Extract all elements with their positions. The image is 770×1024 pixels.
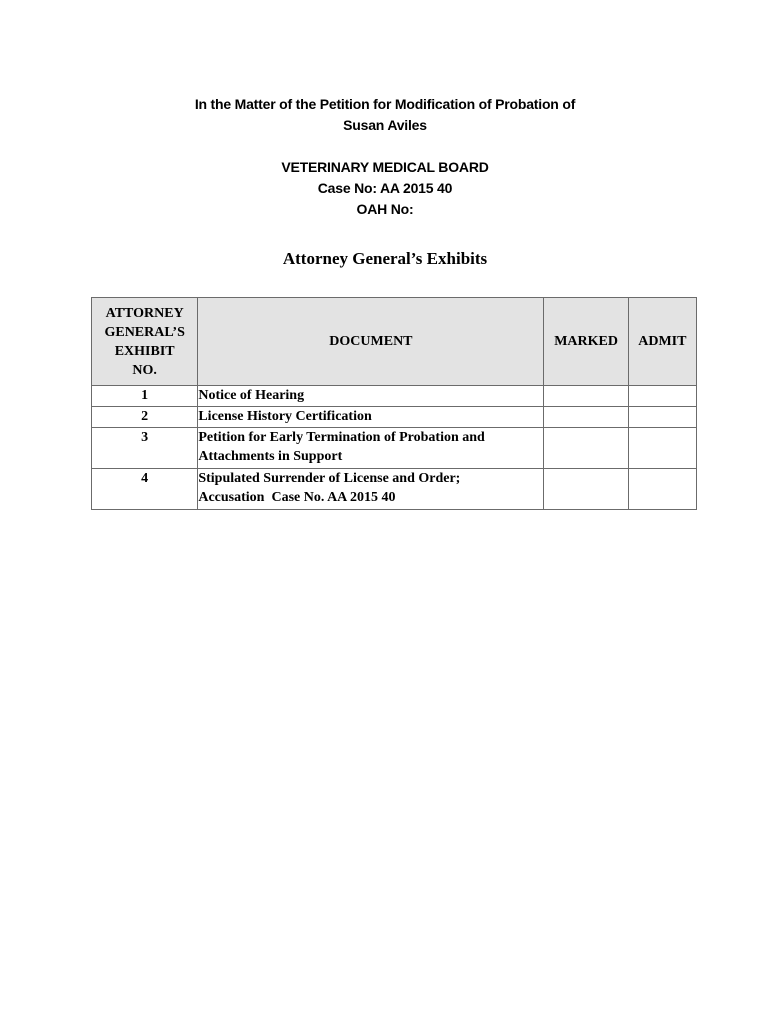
- column-header-line: GENERAL’S: [104, 324, 185, 340]
- case-caption: [0, 94, 770, 220]
- exhibit-number: 2: [92, 407, 198, 428]
- spacer: [0, 136, 770, 157]
- document-cell: [198, 386, 544, 407]
- document-cell: [198, 428, 544, 469]
- oah-number: OAH No:: [356, 201, 414, 217]
- marked-cell: [544, 469, 628, 510]
- document-line: Attachments in Support: [198, 449, 343, 464]
- column-header-line: NO.: [132, 362, 157, 378]
- document-line: License History Certification: [198, 409, 372, 424]
- respondent-name: Susan Aviles: [343, 117, 427, 133]
- matter-line: In the Matter of the Petition for Modification of Probation of: [194, 96, 576, 112]
- marked-cell: [544, 407, 628, 428]
- document-line: Accusation Case No. AA 2015 40: [198, 490, 396, 505]
- exhibits-title: Attorney General’s Exhibits: [282, 249, 488, 268]
- case-number: Case No: AA 2015 40: [317, 180, 453, 196]
- column-header-line: EXHIBIT: [114, 343, 175, 359]
- document-cell: [198, 469, 544, 510]
- exhibits-table: [91, 297, 697, 510]
- column-header-document: DOCUMENT: [198, 298, 544, 386]
- marked-cell: [544, 428, 628, 469]
- table-row: [92, 428, 697, 469]
- admit-cell: [628, 407, 696, 428]
- document-line: Stipulated Surrender of License and Order;: [198, 471, 461, 486]
- table-row: [92, 386, 697, 407]
- column-header-exhibit-no: [92, 298, 198, 386]
- admit-cell: [628, 469, 696, 510]
- admit-cell: [628, 386, 696, 407]
- column-header-admit: ADMIT: [628, 298, 696, 386]
- board-name: VETERINARY MEDICAL BOARD: [281, 159, 489, 175]
- column-header-line: ATTORNEY: [105, 305, 184, 321]
- document-line: Petition for Early Termination of Probation and: [198, 430, 485, 445]
- table-row: [92, 407, 697, 428]
- admit-cell: [628, 428, 696, 469]
- exhibit-number: 1: [92, 386, 198, 407]
- marked-cell: [544, 386, 628, 407]
- document-cell: [198, 407, 544, 428]
- table-header-row: [92, 298, 697, 386]
- document-line: Notice of Hearing: [198, 388, 305, 403]
- exhibit-number: 3: [92, 428, 198, 469]
- column-header-marked: MARKED: [544, 298, 628, 386]
- table-row: [92, 469, 697, 510]
- exhibit-number: 4: [92, 469, 198, 510]
